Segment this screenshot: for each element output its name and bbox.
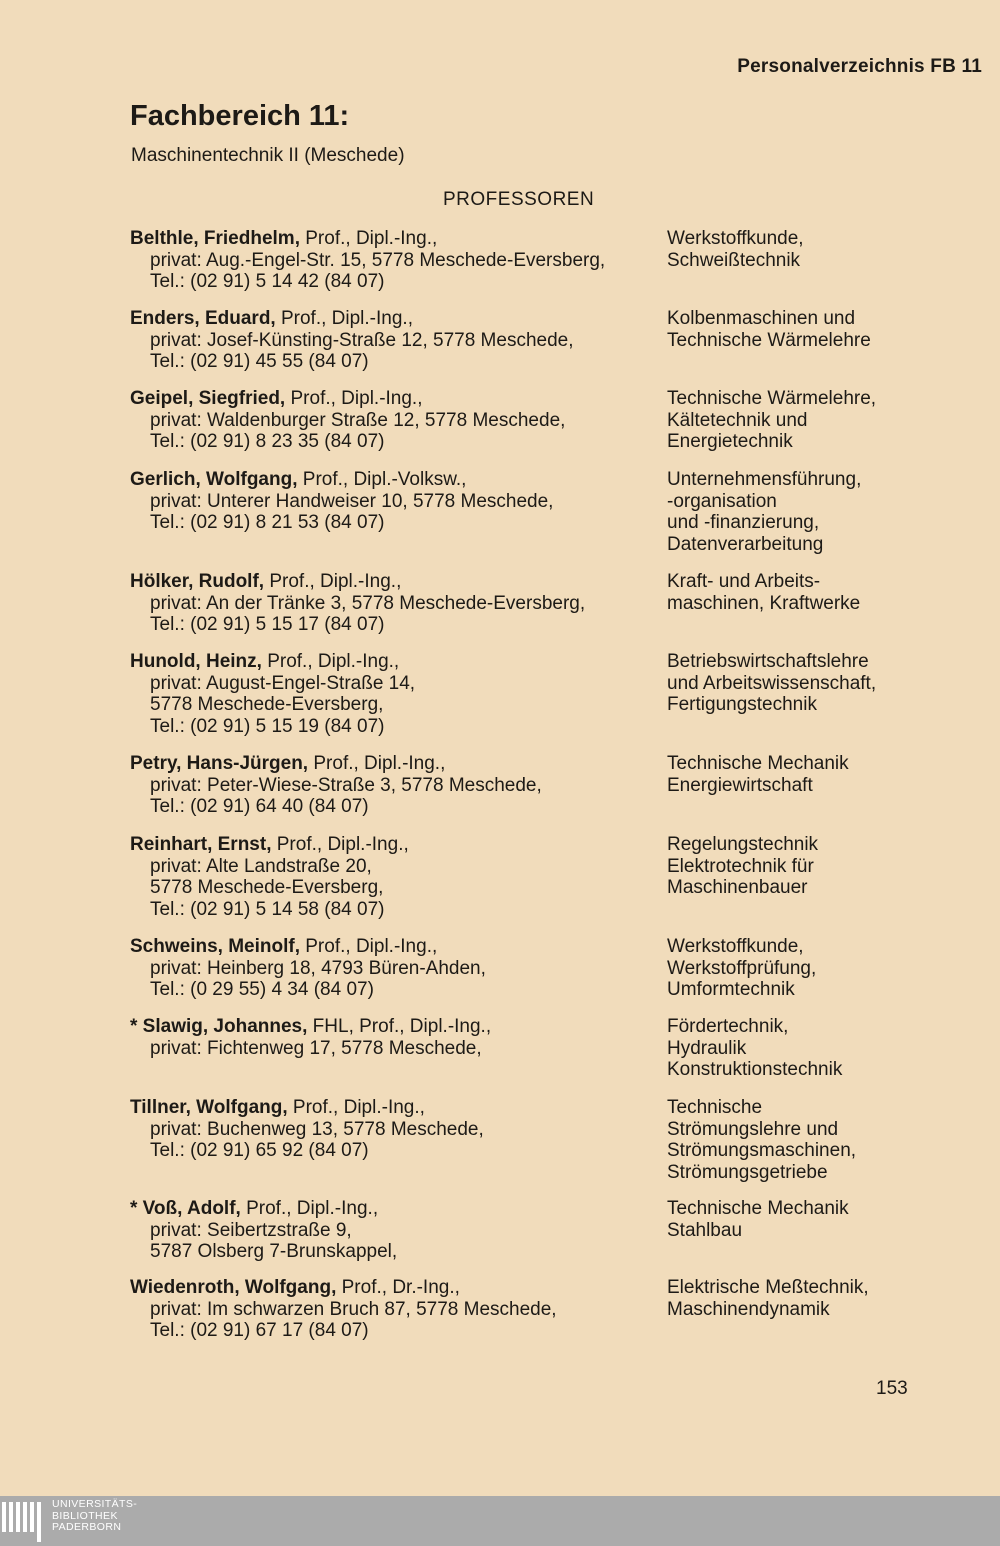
subject-line: Strömungsgetriebe: [667, 1161, 828, 1183]
subject-line: Energietechnik: [667, 431, 793, 453]
professor-name: * Slawig, Johannes,: [130, 1016, 308, 1037]
address-line: privat: Fichtenweg 17, 5778 Meschede,: [150, 1037, 482, 1059]
professor-title: Prof., Dipl.-Ing.,: [285, 388, 423, 409]
page-title: Fachbereich 11:: [130, 100, 350, 132]
phone-line: Tel.: (02 91) 67 17 (84 07): [150, 1320, 369, 1342]
professor-title: Prof., Dipl.-Ing.,: [275, 308, 413, 329]
address-line: privat: Buchenweg 13, 5778 Meschede,: [150, 1118, 484, 1140]
entry-subjects: [667, 834, 957, 899]
address-line: privat: Josef-Künsting-Straße 12, 5778 Meschede,: [150, 329, 574, 351]
entry-address: [130, 651, 660, 737]
address-line: privat: August-Engel-Straße 14,: [150, 672, 416, 694]
professor-title: FHL, Prof., Dipl.-Ing.,: [307, 1016, 492, 1037]
page-subtitle: Maschinentechnik II (Meschede): [131, 145, 405, 166]
entry-address: [130, 936, 660, 1001]
subject-line: Schweißtechnik: [667, 249, 801, 271]
entry-address: [130, 469, 660, 534]
professor-name: Hölker, Rudolf,: [130, 571, 265, 592]
address-line: 5778 Meschede-Eversberg,: [150, 694, 384, 716]
phone-line: Tel.: (02 91) 5 15 17 (84 07): [150, 614, 385, 636]
address-line: privat: Waldenburger Straße 12, 5778 Meschede,: [150, 409, 566, 431]
address-line: privat: An der Tränke 3, 5778 Meschede-Eversberg,: [150, 592, 586, 614]
phone-line: Tel.: (02 91) 8 21 53 (84 07): [150, 512, 385, 534]
professor-title: Prof., Dipl.-Ing.,: [271, 834, 409, 855]
professor-name: Belthle, Friedhelm,: [130, 228, 300, 249]
subject-line: Elektrische Meßtechnik,: [667, 1277, 869, 1298]
entry-address: [130, 1097, 660, 1162]
professor-title: Prof., Dipl.-Ing.,: [240, 1198, 379, 1219]
professor-name: Gerlich, Wolfgang,: [130, 469, 298, 490]
professor-title: Prof., Dipl.-Ing.,: [299, 936, 438, 957]
subject-line: -organisation: [667, 490, 777, 512]
phone-line: Tel.: (0 29 55) 4 34 (84 07): [150, 979, 374, 1001]
subject-line: Hydraulik: [667, 1037, 747, 1059]
subject-line: und -finanzierung,: [667, 512, 820, 534]
entry-subjects: [667, 1277, 957, 1320]
library-footer: [0, 1496, 1000, 1546]
address-line: privat: Peter-Wiese-Straße 3, 5778 Meschede,: [150, 774, 542, 796]
subject-line: Fertigungstechnik: [667, 694, 817, 716]
subject-line: Werkstoffkunde,: [667, 936, 804, 957]
address-line: privat: Heinberg 18, 4793 Büren-Ahden,: [150, 957, 486, 979]
entry-subjects: [667, 228, 957, 271]
phone-line: Tel.: (02 91) 64 40 (84 07): [150, 796, 369, 818]
page-number: 153: [876, 1378, 908, 1399]
address-line: 5778 Meschede-Eversberg,: [150, 877, 384, 899]
professor-name: Wiedenroth, Wolfgang,: [130, 1277, 337, 1298]
subject-line: Regelungstechnik: [667, 834, 819, 855]
phone-line: Tel.: (02 91) 5 15 19 (84 07): [150, 715, 385, 737]
entry-address: [130, 834, 660, 920]
subject-line: maschinen, Kraftwerke: [667, 592, 861, 614]
subject-line: Technische Mechanik: [667, 1198, 849, 1219]
entry-subjects: [667, 753, 957, 796]
professor-title: Prof., Dipl.-Ing.,: [287, 1097, 425, 1118]
entry-subjects: [667, 1016, 957, 1081]
subject-line: und Arbeitswissenschaft,: [667, 672, 877, 694]
professor-title: Prof., Dipl.-Ing.,: [261, 651, 400, 672]
professor-title: Prof., Dr.-Ing.,: [336, 1277, 460, 1298]
entry-address: [130, 753, 660, 818]
entry-address: [130, 1198, 660, 1263]
entry-address: [130, 388, 660, 453]
entry-subjects: [667, 308, 957, 351]
running-head: Personalverzeichnis FB 11: [737, 56, 982, 77]
professor-name: Tillner, Wolfgang,: [130, 1097, 288, 1118]
subject-line: Kraft- und Arbeits-: [667, 571, 821, 592]
subject-line: Betriebswirtschaftslehre: [667, 651, 869, 672]
professor-name: Schweins, Meinolf,: [130, 936, 300, 957]
professor-name: Petry, Hans-Jürgen,: [130, 753, 309, 774]
professor-title: Prof., Dipl.-Ing.,: [264, 571, 402, 592]
subject-line: Strömungsmaschinen,: [667, 1140, 857, 1162]
entry-subjects: [667, 936, 957, 1001]
phone-line: Tel.: (02 91) 8 23 35 (84 07): [150, 431, 385, 453]
address-line: privat: Unterer Handweiser 10, 5778 Meschede,: [150, 490, 554, 512]
entry-address: [130, 228, 660, 293]
entry-subjects: [667, 388, 957, 453]
address-line: privat: Im schwarzen Bruch 87, 5778 Meschede,: [150, 1298, 557, 1320]
entry-address: [130, 571, 660, 636]
professor-name: Geipel, Siegfried,: [130, 388, 286, 409]
professor-title: Prof., Dipl.-Ing.,: [299, 228, 438, 249]
professor-title: Prof., Dipl.-Ing.,: [308, 753, 446, 774]
subject-line: Werkstoffkunde,: [667, 228, 804, 249]
subject-line: Technische Wärmelehre,: [667, 388, 877, 409]
subject-line: Technische Mechanik: [667, 753, 849, 774]
address-line: 5787 Olsberg 7-Brunskappel,: [150, 1241, 398, 1263]
subject-line: Elektrotechnik für: [667, 855, 814, 877]
professor-name: Hunold, Heinz,: [130, 651, 262, 672]
subject-line: Konstruktionstechnik: [667, 1059, 843, 1081]
entry-address: [130, 1277, 660, 1342]
address-line: privat: Aug.-Engel-Str. 15, 5778 Meschede-Eversberg,: [150, 249, 606, 271]
subject-line: Technische: [667, 1097, 763, 1118]
subject-line: Strömungslehre und: [667, 1118, 839, 1140]
library-logo-text: UNIVERSITÄTS- BIBLIOTHEK PADERBORN: [52, 1498, 138, 1533]
subject-line: Kältetechnik und: [667, 409, 808, 431]
entry-address: [130, 308, 660, 373]
subject-line: Werkstoffprüfung,: [667, 957, 817, 979]
entry-subjects: [667, 1097, 957, 1183]
subject-line: Technische Wärmelehre: [667, 329, 871, 351]
entry-subjects: [667, 651, 957, 716]
subject-line: Energiewirtschaft: [667, 774, 813, 796]
entry-subjects: [667, 571, 957, 614]
professor-name: * Voß, Adolf,: [130, 1198, 241, 1219]
professor-name: Enders, Eduard,: [130, 308, 276, 329]
subject-line: Fördertechnik,: [667, 1016, 789, 1037]
subject-line: Unternehmensführung,: [667, 469, 862, 490]
subject-line: Maschinenbauer: [667, 877, 808, 899]
address-line: privat: Alte Landstraße 20,: [150, 855, 372, 877]
subject-line: Kolbenmaschinen und: [667, 308, 856, 329]
phone-line: Tel.: (02 91) 65 92 (84 07): [150, 1140, 369, 1162]
entry-subjects: [667, 469, 957, 555]
entry-subjects: [667, 1198, 957, 1241]
entry-address: [130, 1016, 660, 1059]
section-title: PROFESSOREN: [443, 189, 595, 210]
phone-line: Tel.: (02 91) 45 55 (84 07): [150, 351, 369, 373]
address-line: privat: Seibertzstraße 9,: [150, 1219, 352, 1241]
subject-line: Stahlbau: [667, 1219, 743, 1241]
phone-line: Tel.: (02 91) 5 14 42 (84 07): [150, 271, 385, 293]
subject-line: Maschinendynamik: [667, 1298, 830, 1320]
subject-line: Datenverarbeitung: [667, 533, 824, 555]
professor-title: Prof., Dipl.-Volksw.,: [297, 469, 467, 490]
subject-line: Umformtechnik: [667, 979, 795, 1001]
professor-name: Reinhart, Ernst,: [130, 834, 272, 855]
phone-line: Tel.: (02 91) 5 14 58 (84 07): [150, 898, 385, 920]
library-logo-icon: [0, 1498, 46, 1542]
